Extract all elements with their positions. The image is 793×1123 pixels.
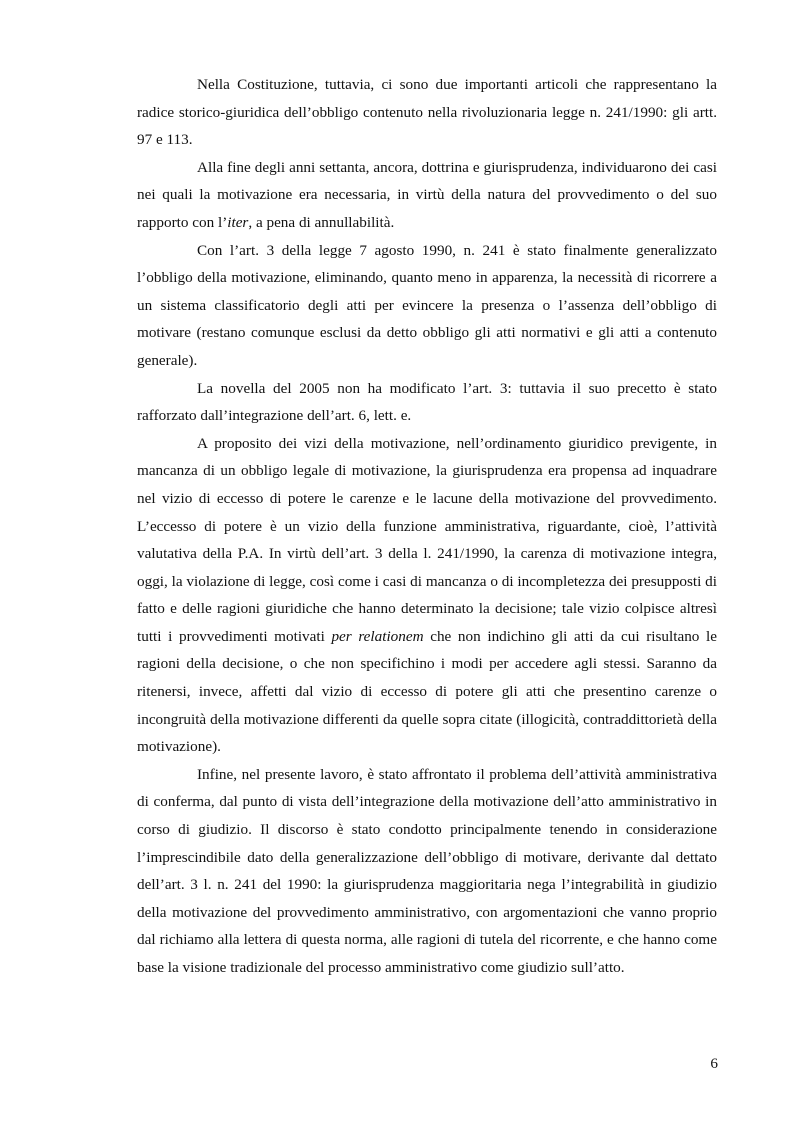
italic-term-iter: iter xyxy=(227,213,249,231)
paragraph-4 xyxy=(137,375,717,430)
text-run: Nella Costituzione, tuttavia, ci sono due importanti articoli che rappresentano la radice storico-giuridica dell’obbligo contenuto nella rivoluzionaria legge n. 241/1990: gli artt. 97 e 113. xyxy=(137,76,717,149)
page-number: 6 xyxy=(710,1055,718,1072)
text-run: Infine, nel presente lavoro, è stato affrontato il problema dell’attività amministrativa di conferma, dal punto di vista dell’integrazione della motivazione dell’atto amministrativo in corso di giudizio. Il discorso è stato condotto principalmente tenendo in considerazione l’imprescindibile dato della generalizzazione dell’obbligo di motivare, derivante dal dettato dell’art. 3 l. n. 241 del 1990: la giurisprudenza maggioritaria nega l’integrabilità in giudizio della motivazione del provvedimento amministrativo, con argomentazioni che vanno proprio dal richiamo alla lettera di questa norma, alle ragioni di tutela del ricorrente, e che hanno come base la visione tradizionale del processo amministrativo come giudizio sull’atto. xyxy=(137,765,717,976)
paragraph-1 xyxy=(137,71,717,154)
document-body xyxy=(137,71,717,982)
paragraph-6 xyxy=(137,761,717,982)
italic-term-per-relationem: per relationem xyxy=(331,627,424,645)
text-run: A proposito dei vizi della motivazione, nell’ordinamento giuridico previgente, in mancanza di un obbligo legale di motivazione, la giurisprudenza era propensa ad inquadrare nel vizio di eccesso di potere le carenze e le lacune della motivazione del provvedimento. L’eccesso di potere è un vizio della funzione amministrativa, riguardante, cioè, l’attività valutativa della P.A. In virtù dell’art. 3 della l. 241/1990, la carenza di motivazione integra, oggi, la violazione di legge, così come i casi di mancanza o di incompletezza dei presupposti di fatto e delle ragioni giuridiche che hanno determinato la decisione; tale vizio colpisce altresì tutti i provvedimenti motivati xyxy=(137,434,717,645)
text-run: , a pena di annullabilità. xyxy=(248,213,395,231)
paragraph-3 xyxy=(137,237,717,375)
text-run: che non indichino gli atti da cui risultano le ragioni della decisione, o che non specifichino i modi per accedere agli stessi. Saranno da ritenersi, invece, affetti dal vizio di eccesso di potere gli atti che presentino carenze o incongruità della motivazione differenti da quelle sopra citate (illogicità, contraddittorietà della motivazione). xyxy=(137,627,717,756)
text-run: La novella del 2005 non ha modificato l’art. 3: tuttavia il suo precetto è stato rafforzato dall’integrazione dell’art. 6, lett. e. xyxy=(137,379,717,425)
paragraph-2 xyxy=(137,154,717,237)
text-run: Con l’art. 3 della legge 7 agosto 1990, n. 241 è stato finalmente generalizzato l’obbligo della motivazione, eliminando, quanto meno in apparenza, la necessità di ricorrere a un sistema classificatorio degli atti per evincere la presenza o l’assenza dell’obbligo di motivare (restano comunque esclusi da detto obbligo gli atti normativi e gli atti a contenuto generale). xyxy=(137,241,717,369)
paragraph-5 xyxy=(137,430,717,761)
text-run: Alla fine degli anni settanta, ancora, dottrina e giurisprudenza, individuarono dei casi nei quali la motivazione era necessaria, in virtù della natura del provvedimento o del suo rapporto con l’ xyxy=(137,158,717,231)
